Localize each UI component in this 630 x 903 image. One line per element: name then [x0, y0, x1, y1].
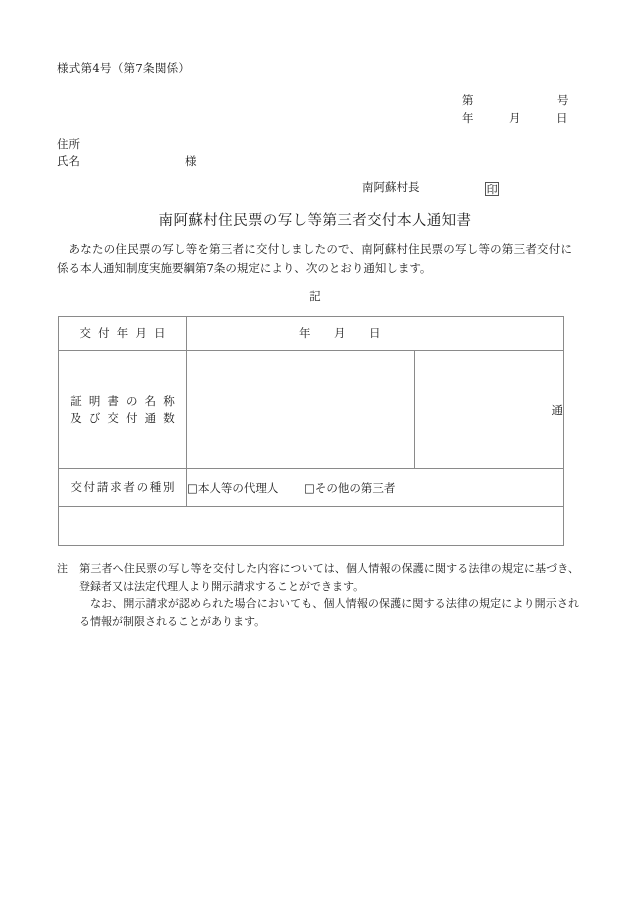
name-label: 氏名: [57, 154, 80, 168]
footnote-block: [57, 560, 579, 630]
checkbox-option-agent[interactable]: □本人等の代理人: [187, 480, 279, 495]
ki-mark: 記: [309, 289, 321, 303]
page-title: 南阿蘇村住民票の写し等第三者交付本人通知書: [158, 213, 472, 229]
body-paragraph: あなたの住民票の写し等を第三者に交付しましたので、南阿蘇村住民票の写し等の第三者交付に係る本人通知制度実施要綱第7条の規定により、次のとおり通知します。: [57, 242, 572, 275]
document-meta: [440, 91, 580, 127]
seal-stamp-box: 印: [486, 183, 498, 196]
issuer-name: 南阿蘇村長: [362, 180, 420, 194]
address-label: 住所: [57, 137, 80, 151]
table-row-issue-date: [59, 317, 564, 351]
checkbox-option-other-third-party[interactable]: □その他の第三者: [304, 480, 396, 495]
blank-notes-cell[interactable]: [59, 507, 564, 546]
certificate-label-line2: 及 び 交 付 通 数: [70, 410, 177, 425]
table-row-blank: [59, 507, 564, 546]
issue-date-day-label: 日: [369, 326, 381, 340]
document-number-row: [440, 91, 580, 109]
table-row-certificate: [59, 351, 564, 469]
issue-date-year-label: 年: [299, 326, 311, 340]
certificate-name-cell[interactable]: [187, 351, 415, 469]
issuer-block: [362, 179, 499, 196]
issue-date-placeholders: [201, 325, 563, 342]
year-label: 年: [462, 111, 474, 125]
number-prefix-label: 第: [462, 93, 474, 107]
table-row-requester-kind: [59, 469, 564, 507]
certificate-label-line1: 証 明 書 の 名 称: [70, 393, 177, 408]
footnote-line-2: なお、開示請求が認められた場合においても、個人情報の保護に関する法律の規定により開示される情報が制限されることがあります。: [79, 597, 579, 628]
notification-table: [58, 316, 564, 546]
day-label: 日: [556, 111, 568, 125]
honorific-label: 様: [185, 154, 197, 168]
issue-date-value-cell[interactable]: [187, 317, 564, 351]
issue-date-month-label: 月: [334, 326, 346, 340]
certificate-label: [59, 351, 187, 469]
document-date-row: [440, 109, 580, 127]
month-label: 月: [509, 111, 521, 125]
footnote-line-1: 注 第三者へ住民票の写し等を交付した内容については、個人情報の保護に関する法律の規定に基づき、登録者又は法定代理人より開示請求することができます。: [57, 562, 579, 593]
requester-kind-label: 交付請求者の種別: [59, 469, 187, 507]
number-suffix-label: 号: [557, 93, 569, 107]
form-number: 様式第4号（第7条関係）: [57, 61, 191, 75]
certificate-count-cell[interactable]: 通: [415, 351, 564, 469]
requester-kind-options-cell: [187, 469, 564, 507]
issue-date-label: 交 付 年 月 日: [59, 317, 187, 351]
